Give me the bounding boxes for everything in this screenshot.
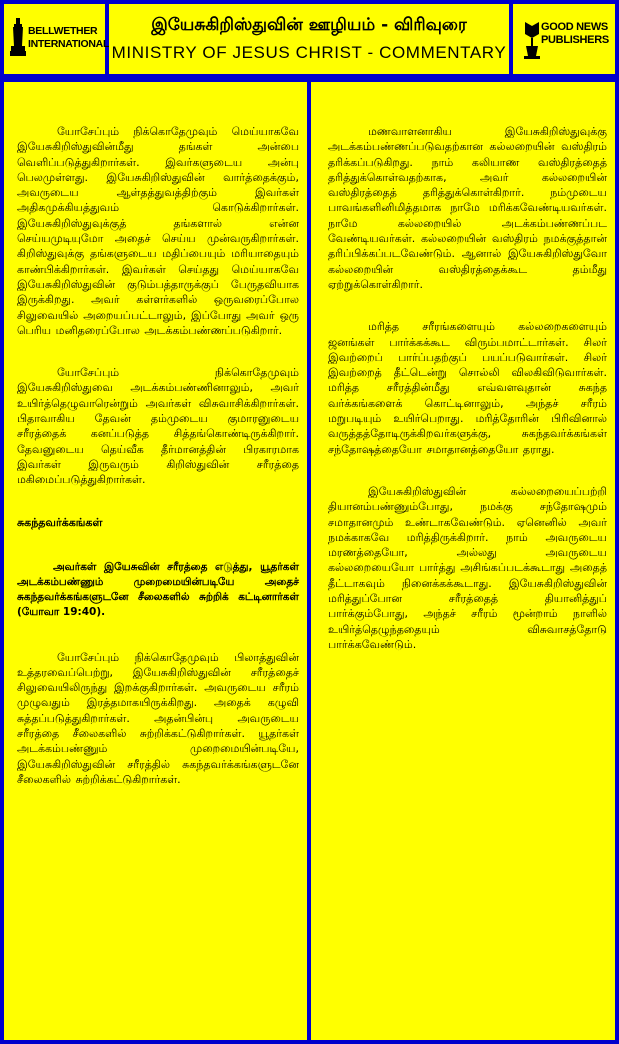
bellwether-logo <box>4 4 110 74</box>
title-tamil: இயேசுகிறிஸ்துவின் ஊழியம் - விரிவுரை <box>151 15 467 35</box>
left-paragraph-1: யோசேப்பும் நிக்கொதேமுவும் மெய்யாகவே இயேசுகிறிஸ்துவின்மீது தங்கள் அன்பை வெளிப்படுத்துகிறார்கள். இவர்களுடைய அன்பு பெலமுள்ளது. இயேசுகிறிஸ்துவின் வார்த்தைக்கும், அவருடைய ஆள்தத்துவத்திற்கும் இவர்கள் அதிகமுக்கியத்துவம் கொடுக்கிறார்கள். இயேசுகிறிஸ்துவுக்குத் தங்களால் என்ன செய்யமுடியுமோ அதைச் செய்ய முன்வருகிறார்கள். கிறிஸ்துவுக்கு தங்களுடைய மதிப்பையும் மரியாதையும் காண்பிக்கிறார்கள். இவர்கள் செய்தது மெய்யாகவே இயேசுகிறிஸ்துவின் குடும்பத்தாருக்குப் பேருதவியாக இருக்கிறது. அவர் கள்ளர்களில் ஒருவரைப்போல சிலுவையில் அறையப்பட்டாலும், இப்போது அவர் ஒரு பெரிய மனிதரைப்போல அடக்கம்பண்ணப்படுகிறார். <box>17 125 299 337</box>
left-paragraph-2: யோசேப்பும் நிக்கொதேமுவும் இயேசுகிறிஸ்துவை அடக்கம்பண்ணினாலும், அவர் உயிர்த்தெழுவாரென்றும் அவர்கள் விசுவாசிக்கிறார்கள். பிதாவாகிய தேவன் தம்முடைய குமாரனுடைய சரீரத்தைக் கனப்படுத்த சித்தங்கொண்டிருக்கிறார். தேவனுடைய தெய்வீக தீர்மானத்தின் பிரகாரமாக இவர்கள் இருவரும் கிறிஸ்துவின் சரீரத்தை மகிமைப்படுத்துகிறார்கள். <box>17 366 299 487</box>
right-paragraph-2: மரித்த சரீரங்களையும் கல்லறைகளையும் ஜனங்கள் பார்க்கக்கூட விரும்பமாட்டார்கள். சிலர் இவற்றைப் பார்ப்பதற்குப் பயப்படுவார்கள். சிலர் இவற்றைத் தீட்டென்று சொல்லி விலகிவிடுவார்கள். மரித்த சரீரத்தின்மீது எவ்வளவுதான் சுகந்த வர்க்கங்களைக் கொட்டினாலும், அந்தச் சரீரம் மறுபடியும் உயிர்பெறாது. மரித்தோரின் பிரிவினால் வருத்தத்தோடிருக்கிறவர்களுக்கு, சுகந்தவர்க்கங்கள் சந்தோஷத்தையோ சமாதானத்தையோ தராது. <box>328 320 607 456</box>
right-column <box>311 82 615 1040</box>
bellwether-logo-icon <box>10 18 26 58</box>
good-news-line2: PUBLISHERS <box>541 34 609 46</box>
header <box>0 0 619 78</box>
good-news-logo <box>513 4 615 74</box>
scripture-quote: அவர்கள் இயேசுவின் சரீரத்தை எடுத்து, யூதர்கள் அடக்கம்பண்ணும் முறைமையின்படியே அதைச் சுகந்தவர்க்கங்களுடனே சீலைகளில் சுற்றிக் கட்டினார்கள் (யோவா 19:40). <box>17 560 299 618</box>
right-paragraph-3: இயேசுகிறிஸ்துவின் கல்லறையைப்பற்றி தியானம்பண்ணும்போது, நமக்கு சந்தோஷமும் சமாதானமும் உண்டாகவேண்டும். ஏனெனில் அவர் நமக்காகவே மரித்திருக்கிறார். நாம் அவருடைய மரணத்தையோ, அல்லது அவருடைய கல்லறையையோ பார்த்து அசிங்கப்படக்கூடாது அதைத் தீட்டாகவும் நினைக்கக்கூடாது. இயேசுகிறிஸ்துவின் மரித்துப்போன சரீரத்தைத் தியானித்துப் பார்க்கும்போது, அந்தச் சரீரம் மூன்றாம் நாளில் உயிர்த்தெழுந்ததையும் விசுவாசத்தோடு பார்க்கவேண்டும். <box>328 484 607 651</box>
left-column <box>4 82 307 1040</box>
good-news-logo-text <box>541 21 609 47</box>
bellwether-line2: INTERNATIONAL <box>28 38 110 50</box>
title-english: MINISTRY OF JESUS CHRIST - COMMENTARY <box>111 43 507 62</box>
good-news-line1: GOOD NEWS <box>541 21 608 33</box>
left-paragraph-3: யோசேப்பும் நிக்கொதேமுவும் பிலாத்துவின் உத்தரவைப்பெற்று, இயேசுகிறிஸ்துவின் சரீரத்தைச் சிலுவையிலிருந்து இறக்குகிறார்கள். அவருடைய சரீரம் முழுவதும் இரத்தமாகயிருக்கிறது. அதைக் கழுவி சுத்தப்படுத்துகிறார்கள். அதன்பின்பு அவருடைய சரீரத்தை சீலைகளில் சுற்றிக்கட்டுகிறார்கள். யூதர்கள் அடக்கம்பண்ணும் முறைமையின்படியே, இயேசுகிறிஸ்துவின் சரீரத்தில் சுகந்தவர்க்கங்களுடனே சீலைகளில் சுற்றிக்கட்டுகிறார்கள். <box>17 650 299 786</box>
right-paragraph-1: மணவாளனாகிய இயேசுகிறிஸ்துவுக்கு அடக்கம்பண்ணப்படுவதற்கான கல்லறையின் வஸ்திரம் தரிக்கப்படுகிறது. நாம் கலியாண வஸ்திரத்தைத் தரித்துக்கொள்வதற்காக, அவர் கல்லறையின் வஸ்திரத்தைத் தரித்துக்கொள்கிறார். நம்முடைய பாவங்களினிமித்தமாக நாமே மரிக்கவேண்டியவர்கள். நாமே கல்லறையில் அடக்கம்பண்ணப்பட வேண்டியவர்கள். கல்லறையின் வஸ்திரம் நமக்குத்தான் தரிப்பிக்கப்படவேண்டும். ஆனால் இயேசுகிறிஸ்துவோ கல்லறையின் வஸ்திரத்தைக்கூட தம்மீது ஏற்றுக்கொள்கிறார். <box>328 125 607 291</box>
bellwether-logo-text <box>28 25 109 51</box>
section-heading: சுகந்தவர்க்கங்கள் <box>17 515 103 529</box>
good-news-book-logo-icon <box>523 16 541 60</box>
bellwether-line1: BELLWETHER <box>28 25 98 37</box>
title-box <box>109 4 509 74</box>
